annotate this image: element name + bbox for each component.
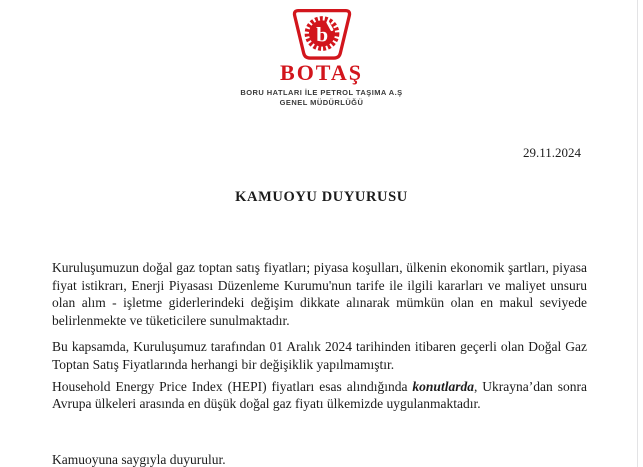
botas-logo bbox=[0, 8, 643, 61]
paragraph-3-text-before: Household Energy Price Index (HEPI) fiyatları esas alındığında bbox=[52, 378, 413, 394]
closing-line: Kamuoyuna saygıyla duyurulur. bbox=[52, 451, 226, 467]
paragraph-3-emphasis: konutlarda bbox=[412, 378, 474, 394]
company-line2: GENEL MÜDÜRLÜĞÜ bbox=[279, 98, 364, 107]
paragraph-1: Kuruluşumuzun doğal gaz toptan satış fiyatları; piyasa koşulları, ülkenin ekonomik şartları, piyasa fiyat istikrarı, Enerji Piyasası Düzenleme Kurumu'nun tarife ile ilgili kararları ve maliyet unsuru olan alım - işletme giderlerindeki değişim dikkate alınarak mümkün olan en makul seviyede belirlenmekte ve tüketicilere sunulmaktadır. bbox=[52, 260, 587, 328]
paragraph-3 bbox=[52, 378, 587, 413]
document-title: KAMUOYU DUYURUSU bbox=[235, 189, 408, 205]
brand-name: BOTAŞ bbox=[280, 60, 363, 85]
document-body bbox=[0, 259, 643, 467]
company-line1: BORU HATLARI İLE PETROL TAŞIMA A.Ş bbox=[240, 88, 403, 97]
document-date: 29.11.2024 bbox=[522, 145, 581, 160]
company-subtitle bbox=[0, 88, 643, 108]
letterhead bbox=[0, 0, 643, 108]
paragraph-2: Bu kapsamda, Kuruluşumuz tarafından 01 Aralık 2024 tarihinden itibaren geçerli olan Doğal Gaz Toptan Satış Fiyatlarında herhangi bir değişiklik yapılmamıştır. bbox=[52, 339, 587, 372]
page-edge-divider bbox=[637, 0, 638, 467]
paragraph-3-text-after: , Ukrayna’dan sonra Avrupa ülkeleri arasında en düşük doğal gaz fiyatı ülkemizde uygulanmaktadır. bbox=[52, 378, 587, 412]
svg-text:b: b bbox=[315, 22, 328, 47]
